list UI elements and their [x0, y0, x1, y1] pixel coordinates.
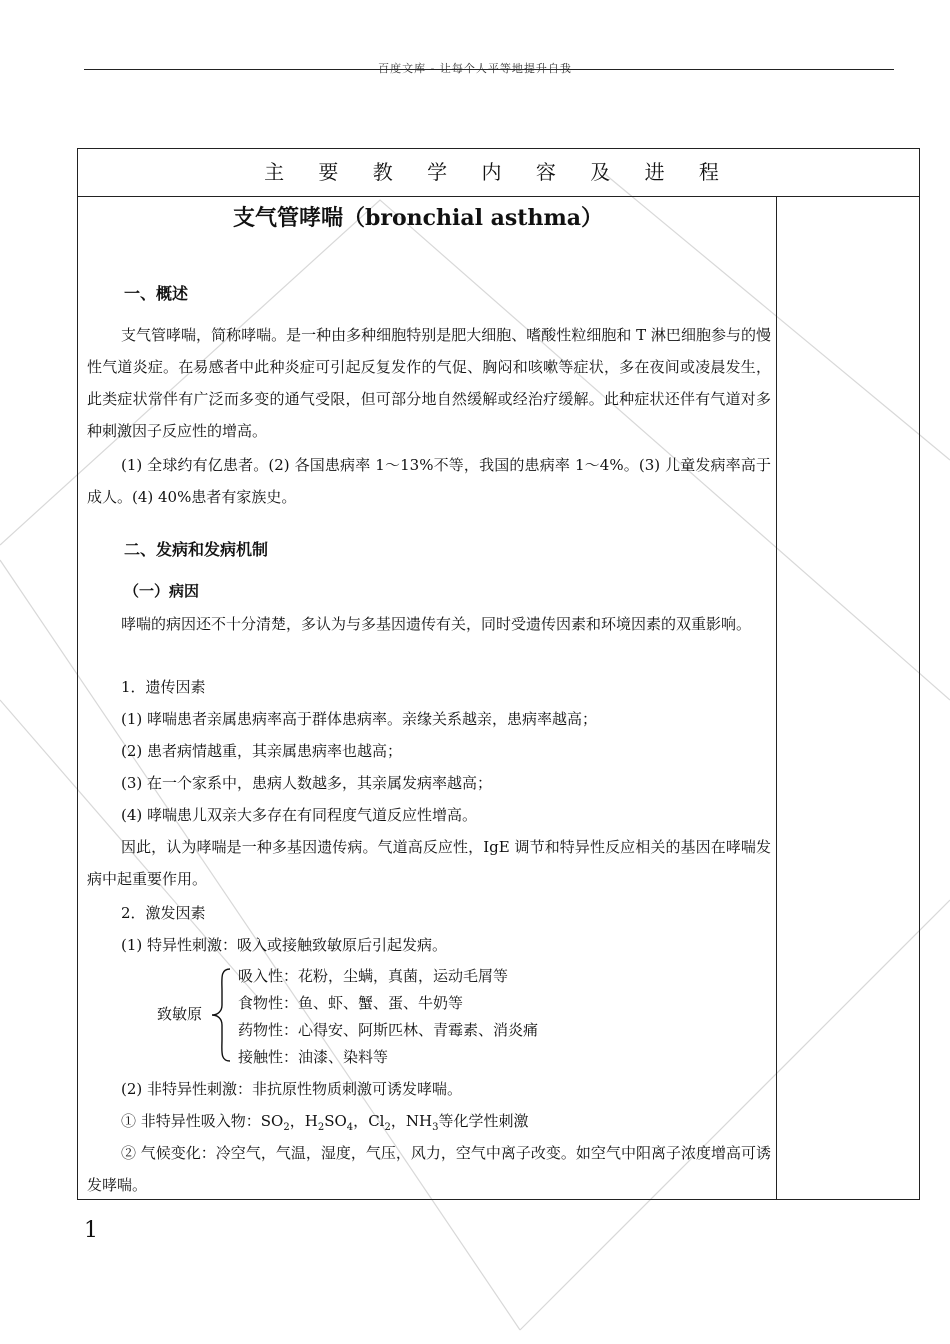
main-content-cell: [78, 197, 777, 1199]
allergen-item: 药物性：心得安、阿斯匹林、青霉素、消炎痛: [238, 1021, 539, 1039]
subsection-heading-etiology: （一）病因: [124, 582, 200, 600]
allergen-item: 食物性：鱼、虾、蟹、蛋、牛奶等: [238, 994, 464, 1012]
etiology-intro: 哮喘的病因还不十分清楚，多认为与多基因遗传有关，同时受遗传因素和环境因素的双重影响。: [121, 615, 752, 633]
table-heading: 主 要 教 学 内 容 及 进 程: [78, 149, 919, 197]
section-heading-overview: 一、概述: [124, 284, 189, 303]
allergen-list: [238, 963, 538, 1071]
header-rule: [84, 69, 894, 70]
lesson-table: [77, 148, 920, 1200]
chemical-irritants-line: ① 非特异性吸入物：$SO_2$，$H_2SO_4$，$Cl_2$，$NH_3$等化学性刺激: [121, 1112, 529, 1133]
notes-cell: [777, 197, 919, 1199]
statistics-paragraph: (1) 全球约有亿患者。(2) 各国患病率 1～13%不等，我国的患病率 1～4%。(3) 儿童发病率高于成人。(4) 40%患者有家族史。: [87, 456, 771, 506]
trigger-factors-title: 2．激发因素: [121, 904, 206, 922]
genetic-item: (2) 患者病情越重，其亲属患病率也越高；: [121, 742, 403, 760]
climate-paragraph: ② 气候变化：冷空气，气温，湿度，气压，风力，空气中离子改变。如空气中阳离子浓度增高可诱发哮喘。: [87, 1144, 771, 1194]
genetic-item: (4) 哮喘患儿双亲大多存在有同程度气道反应性增高。: [121, 806, 478, 824]
genetic-conclusion: 因此，认为哮喘是一种多基因遗传病。气道高反应性，IgE 调节和特异性反应相关的基因在哮喘发病中起重要作用。: [87, 838, 771, 888]
curly-brace-icon: [208, 967, 234, 1063]
page-header: 百度文库 - 让每个人平等地提升自我: [378, 62, 572, 75]
nonspecific-stimulus-line: (2) 非特异性刺激：非抗原性物质刺激可诱发哮喘。: [121, 1080, 463, 1098]
overview-paragraph: 支气管哮喘，简称哮喘。是一种由多种细胞特别是肥大细胞、嗜酸性粒细胞和 T 淋巴细胞参与的慢性气道炎症。在易感者中此种炎症可引起反复发作的气促、胸闷和咳嗽等症状，多在夜间或凌晨发生，此类症状常伴有广泛而多变的通气受限，但可部分地自然缓解或经治疗缓解。此种症状还伴有气道对多种刺激因子反应性的增高。: [87, 326, 771, 440]
allergen-item: 接触性：油漆、染料等: [238, 1048, 389, 1066]
genetic-item: (3) 在一个家系中，患病人数越多，其亲属发病率越高；: [121, 774, 493, 792]
genetic-factors-title: 1．遗传因素: [121, 678, 206, 696]
allergen-label: 致敏原: [157, 1005, 203, 1023]
specific-stimulus-line: (1) 特异性刺激：吸入或接触致敏原后引起发病。: [121, 936, 448, 954]
genetic-item: (1) 哮喘患者亲属患病率高于群体患病率。亲缘关系越亲，患病率越高；: [121, 710, 598, 728]
allergen-item: 吸入性：花粉，尘螨，真菌，运动毛屑等: [238, 967, 509, 985]
section-heading-pathogenesis: 二、发病和发病机制: [124, 540, 269, 559]
page-number: 1: [84, 1218, 98, 1243]
document-title: 支气管哮喘（bronchial asthma）: [233, 205, 603, 231]
